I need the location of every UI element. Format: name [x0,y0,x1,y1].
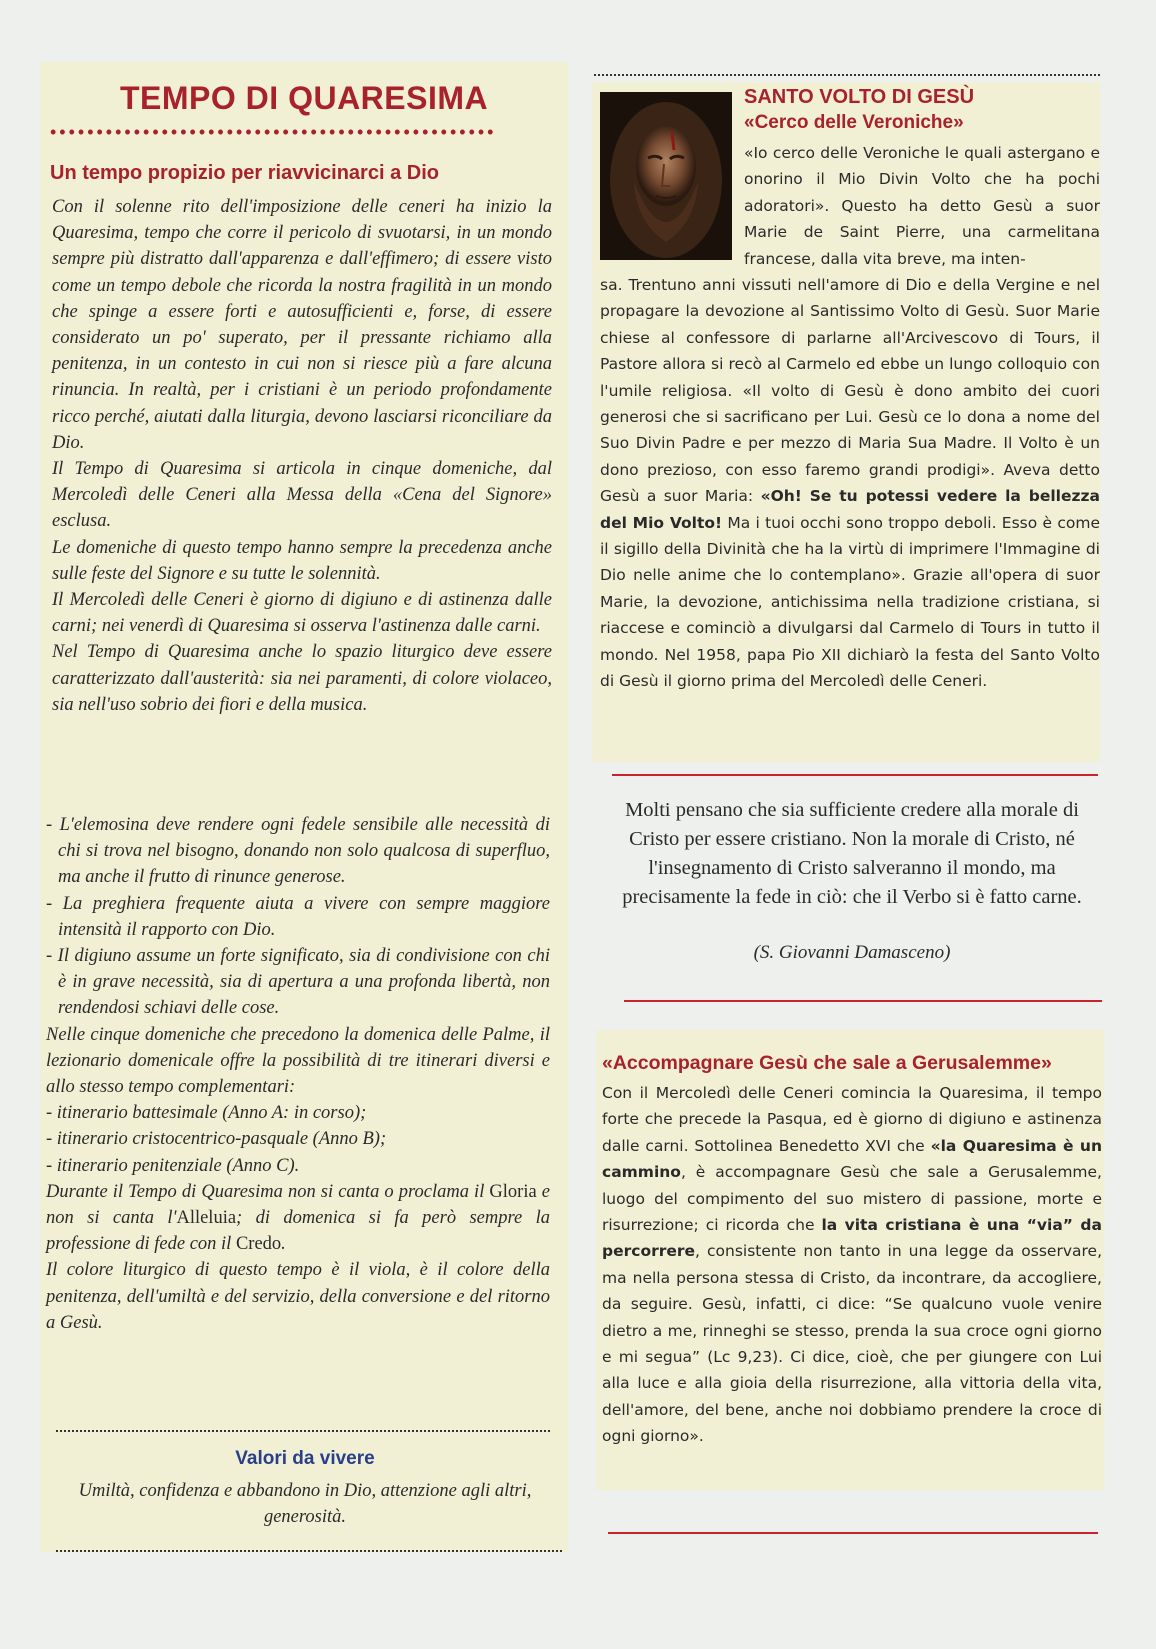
gloria-text [46,1179,550,1258]
volto-title: SANTO VOLTO DI GESÙ [744,86,975,108]
text-span: Con il Mercoledì delle Ceneri comincia la Quaresima, il tempo forte che precede la Pasqua, ed è giorno di digiuno e astinenza dalle carni. Sottolinea Benedetto XVI che [602,1084,1102,1155]
valori-bottom-divider [56,1550,562,1552]
quote-bottom-red-rule [624,1000,1102,1002]
quote-author: (S. Giovanni Damasceno) [753,942,951,963]
title-dotted-divider: •••••••••••••••••••••••••••••••••••••••••••••••• [50,122,497,142]
emphasis-text: «la Quaresima è un cammino [602,1136,1102,1182]
list-item: - Il digiuno assume un forte significato, sia di condivisione con chi è in grave necessità, sia di apertura a una profonda libertà, non rendendosi schiavi delle cose. [46,946,550,1019]
holy-face-portrait-image [600,92,732,260]
paragraph: «Io cerco delle Veroniche le quali astergano e onorino il Mio Divin Volto che ha pochi adoratori». Questo ha detto Gesù a suor Marie de Saint Pierre, una carmelitana francese, dalla vita breve, ma inten- [744,144,1100,268]
accompagnare-title: «Accompagnare Gesù che sale a Gerusalemme» [602,1052,1052,1074]
text-span: , consistente non tanto in una legge da osservare, ma nella persona stessa di Cristo, da incontrare, da accogliere, da seguire. Gesù, infatti, ci dice: “Se qualcuno vuole venire dietro a me, rinneghi se stesso, prenda la sua croce ogni giorno e mi segua” (Lc 9,23). Ci dice, cioè, che per giungere con Lui alla luce e alla gioia della risurrezione, alla vittoria della vita, dell'amore, del bene, anche noi dobbiamo prendere la croce di ogni giorno». [602,1242,1102,1446]
intro-text [52,194,552,718]
volto-text-intro [744,140,1100,272]
valori-title: Valori da vivere [235,1448,375,1469]
emphasis-text: la vita cristiana è una “via” da percorrere [602,1216,1102,1261]
text-span: . [281,1234,286,1255]
paragraph [600,272,1100,695]
text-span: Ma i tuoi occhi sono troppo deboli. Esso è come il sigillo della Divinità che ha la virtù di imprimere l'Immagine di Dio nelle anime che lo contemplano». Grazie all'opera di suor Marie, la devozione, antichissima nella tradizione cristiana, si riaccese e cominciò a divulgarsi dal Carmelo di Tours in tutto il mondo. Nel 1958, papa Pio XII dichiarò la festa del Santo Volto di Gesù il giorno prima del Mercoledì delle Ceneri. [600,513,1100,691]
text-span: Alleluia [176,1208,237,1229]
list-item: - itinerario penitenziale (Anno C). [46,1155,300,1176]
text-span: sa. Trentuno anni vissuti nell'amore di Dio e della Vergine e nel propagare la devozione al Santissimo Volto di Gesù. Suor Marie chiese al confessore di parlarne all'Arcivescovo di Tours, il Pastore allora si recò al Carmelo ed ebbe un lungo colloquio con l'umile religiosa. «Il volto di Gesù è dono ambito dei cuori generosi che si sacrificano per Lui. Gesù ce lo dona a nome del Suo Divin Padre e per mezzo di Maria Sua Madre. Il Volto è un dono prezioso, con esso faremo grandi prodigi». Aveva detto Gesù a suor Maria: [600,276,1100,506]
volto-top-divider [594,74,1100,76]
list-item: - itinerario cristocentrico-pasquale (Anno B); [46,1129,387,1150]
page-title: TEMPO DI QUARESIMA [120,80,489,116]
quote-top-red-rule [612,774,1098,776]
volto-subtitle: «Cerco delle Veroniche» [744,112,964,133]
list-item: - L'elemosina deve rendere ogni fedele sensibile alle necessità di chi si trova nel bisogno, donando non solo qualcosa di superfluo, ma anche il frutto di rinunce generose. [46,815,550,888]
paragraph: Le domeniche di questo tempo hanno sempre la precedenza anche sulle feste del Signore e su tutte le solennità. [52,537,552,584]
quote-text: Molti pensano che sia sufficiente credere alla morale di Cristo per essere cristiano. Non la morale di Cristo, né l'insegnamento di Cristo salveranno il mondo, ma precisamente la fede in ciò: che il Verbo si è fatto carne. [622,799,1082,908]
liturgical-color-text: Il colore liturgico di questo tempo è il viola, è il colore della penitenza, dell'umiltà e del servizio, della conversione e del ritorno a Gesù. [46,1260,550,1333]
valori-top-divider [56,1430,550,1432]
paragraph: Con il solenne rito dell'imposizione delle ceneri ha inizio la Quaresima, tempo che corre il pericolo di svuotarsi, in un mondo sempre più distratto dall'apparenza e dall'effimero; di essere visto come un tempo debole che ricorda la nostra fragilità in un mondo che spinge a essere forti e autosufficienti e, forse, di essere considerato un po' superato, per il pressante richiamo alla penitenza, in un contesto in cui non si riesce più a fare alcuna rinuncia. In realtà, per i cristiani è un periodo profondamente ricco perché, aiutati dalla liturgia, devono lasciarsi riconciliare da Dio. [52,197,552,453]
text-span: Gloria [489,1181,537,1202]
list-item: - La preghiera frequente aiuta a vivere con sempre maggiore intensità il rapporto con Dio. [46,893,550,940]
valori-text: Umiltà, confidenza e abbandono in Dio, attenzione agli altri, generosità. [78,1481,532,1527]
text-span: Durante il Tempo di Quaresima non si canta o proclama il [46,1181,490,1202]
accompagnare-text [602,1080,1102,1450]
lectionary-text: Nelle cinque domeniche che precedono la domenica delle Palme, il lezionario domenicale offre la possibilità di tre itinerari diversi e allo stesso tempo complementari: [46,1024,550,1098]
practices-list [46,812,550,1336]
paragraph [602,1080,1102,1450]
paragraph: Il Tempo di Quaresima si articola in cinque domeniche, dal Mercoledì delle Ceneri alla Messa della «Cena del Signore» esclusa. [52,459,552,532]
accompagnare-bottom-red-rule [608,1532,1098,1534]
text-span: e non si canta l' [46,1181,550,1229]
section-subtitle: Un tempo propizio per riavvicinarci a Dio [50,162,439,184]
text-span: ; di domenica si fa però sempre la professione di fede con il [46,1208,550,1255]
text-span: Credo [235,1234,282,1255]
paragraph: Nel Tempo di Quaresima anche lo spazio liturgico deve essere caratterizzato dall'austerità: sia nei paramenti, di colore violaceo, sia nell'uso sobrio dei fiori e della musica. [52,642,552,715]
volto-text-body [600,272,1100,695]
list-item: - itinerario battesimale (Anno A: in corso); [46,1103,367,1124]
emphasis-text: «Oh! Se tu potessi vedere la bellezza del Mio Volto! [600,487,1100,532]
text-span: , è accompagnare Gesù che sale a Gerusalemme, luogo del compimento del suo mistero di passione, morte e risurrezione; ci ricorda che [602,1163,1102,1235]
paragraph: Il Mercoledì delle Ceneri è giorno di digiuno e di astinenza dalle carni; nei venerdì di Quaresima si osserva l'astinenza dalle carni. [52,590,552,637]
